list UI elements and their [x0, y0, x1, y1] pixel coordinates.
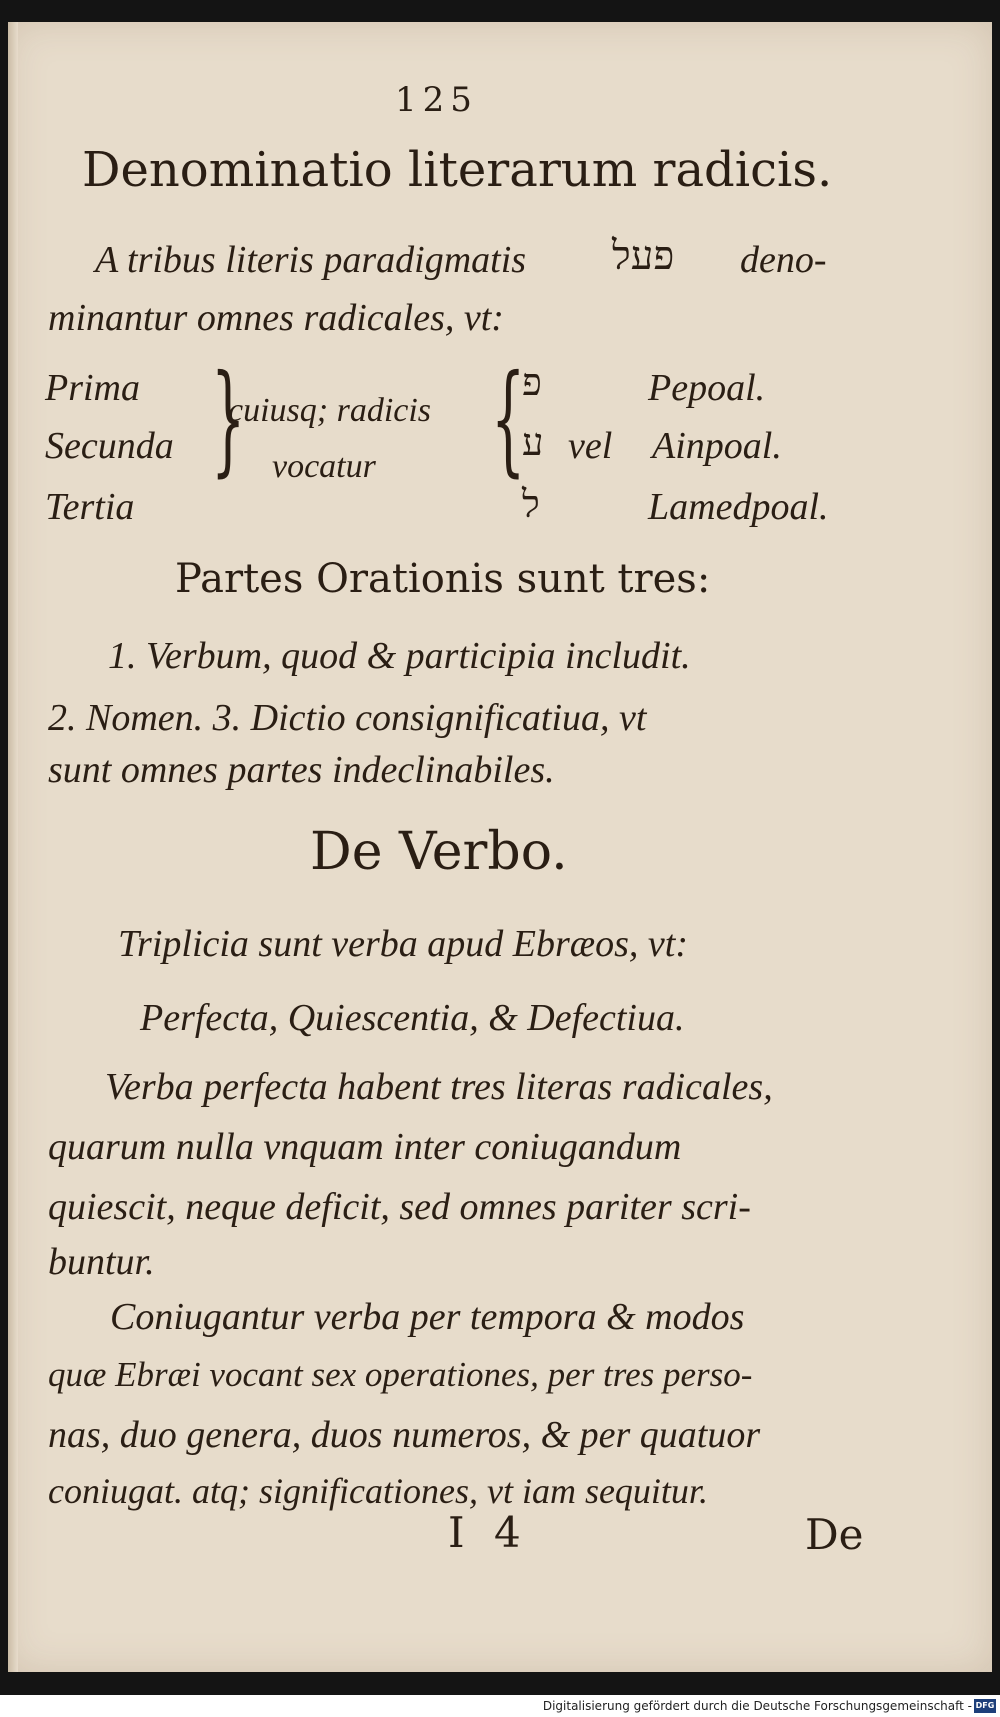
left-brace: } [210, 350, 246, 489]
intro-line-2: minantur omnes radicales, vt: [48, 297, 504, 339]
para2-line-3: nas, duo genera, duos numeros, & per quatuor [48, 1414, 761, 1456]
funding-credit: Digitalisierung gefördert durch die Deutsche Forschungsgemeinschaft - [542, 1699, 972, 1713]
partes-item-1: 1. Verbum, quod & participia includit. [108, 635, 691, 677]
catchword: De [805, 1510, 864, 1559]
signature-mark: I 4 [448, 1508, 529, 1557]
para1-line-2: quarum nulla vnquam inter coniugandum [48, 1126, 682, 1168]
verbo-heading: De Verbo. [310, 822, 568, 882]
para1-line-1: Verba perfecta habent tres literas radicales, [105, 1066, 773, 1108]
partes-item-3: sunt omnes partes indeclinabiles. [48, 749, 555, 791]
hebrew-lamed: ל [522, 482, 540, 526]
intro-hebrew: פעל [612, 233, 675, 279]
verbo-line-2: Perfecta, Quiescentia, & Defectiua. [140, 997, 685, 1039]
name-ainpoal: Ainpoal. [652, 425, 782, 467]
table-vel: vel [568, 425, 613, 467]
para1-line-3: quiescit, neque deficit, sed omnes pariter scri- [48, 1186, 751, 1228]
page-title: Denominatio literarum radicis. [82, 142, 833, 198]
intro-line-1a: A tribus literis paradigmatis [95, 239, 527, 281]
page-gutter [8, 22, 18, 1672]
dfg-logo-icon: DFG [974, 1699, 996, 1713]
partes-item-2: 2. Nomen. 3. Dictio consignificatiua, vt [48, 697, 647, 739]
right-brace: { [490, 350, 526, 489]
table-middle-1: cuiusq; radicis [228, 392, 432, 429]
para2-line-1: Coniugantur verba per tempora & modos [110, 1296, 745, 1338]
ordinal-prima: Prima [45, 367, 140, 409]
table-middle-2: vocatur [272, 448, 376, 485]
para1-line-4: buntur. [48, 1241, 155, 1283]
para2-line-2: quæ Ebræi vocant sex operationes, per tres perso- [48, 1355, 753, 1394]
hebrew-ayin: ע [522, 420, 544, 464]
page-number: 125 [395, 80, 478, 120]
hebrew-pe: פ [522, 360, 542, 404]
ordinal-tertia: Tertia [45, 486, 135, 528]
para2-line-4: coniugat. atq; significationes, vt iam sequitur. [48, 1471, 708, 1511]
intro-line-1b: deno- [740, 239, 827, 281]
verbo-line-1: Triplicia sunt verba apud Ebræos, vt: [118, 923, 688, 965]
name-lamedpoal: Lamedpoal. [648, 486, 829, 528]
ordinal-secunda: Secunda [45, 425, 174, 467]
partes-heading: Partes Orationis sunt tres: [175, 556, 711, 602]
name-pepoal: Pepoal. [648, 367, 766, 409]
